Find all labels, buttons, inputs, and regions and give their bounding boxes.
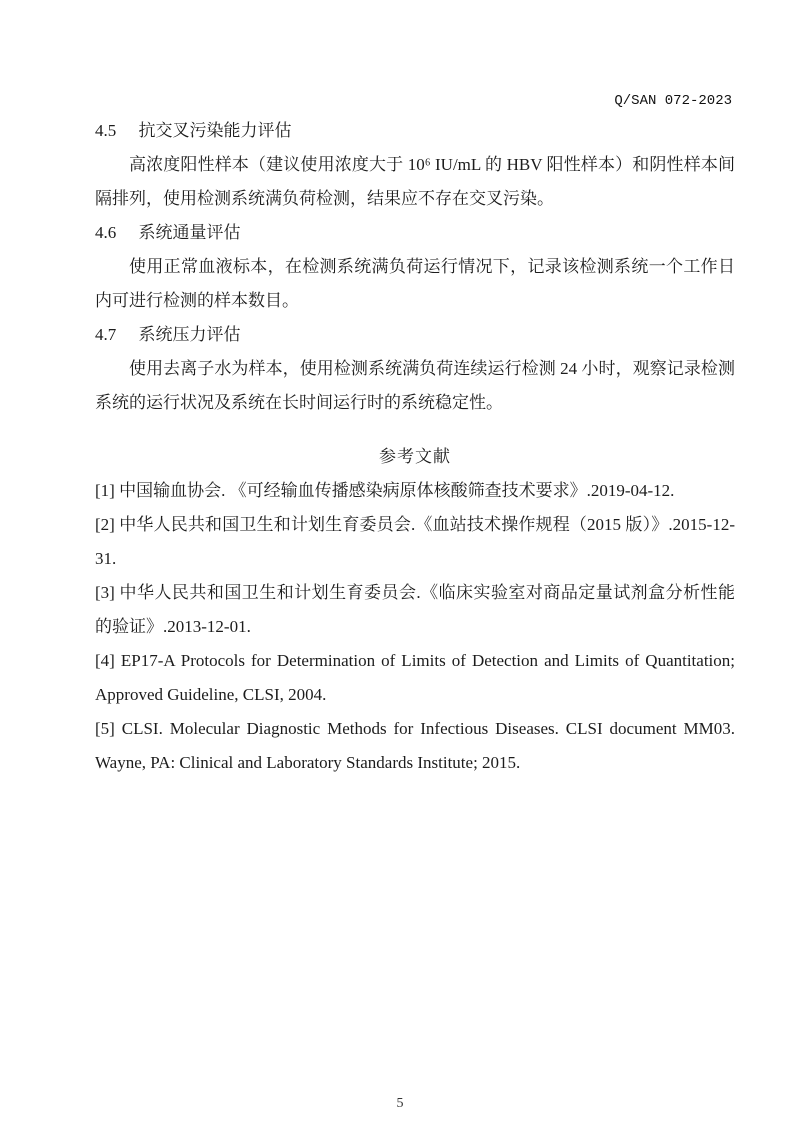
section-title: 抗交叉污染能力评估	[138, 121, 292, 140]
section-title: 系统通量评估	[138, 223, 241, 242]
references-heading: 参考文献	[379, 447, 451, 466]
section-number: 4.6	[95, 223, 117, 242]
section-title: 系统压力评估	[138, 325, 241, 344]
section-number: 4.5	[95, 121, 117, 140]
reference-item-3: [3] 中华人民共和国卫生和计划生育委员会.《临床实验室对商品定量试剂盒分析性能的验证》.2013-12-01.	[95, 583, 735, 636]
section-paragraph-4-7: 使用去离子水为样本，使用检测系统满负荷连续运行检测 24 小时，观察记录检测系统的运行状况及系统在长时间运行时的系统稳定性。	[95, 359, 735, 412]
section-heading-4-6	[95, 216, 735, 250]
document-body	[95, 114, 735, 780]
reference-item-2: [2] 中华人民共和国卫生和计划生育委员会.《血站技术操作规程（2015 版）》.2015-12-31.	[95, 515, 735, 568]
section-paragraph-4-5: 高浓度阳性样本（建议使用浓度大于 10⁶ IU/mL 的 HBV 阳性样本）和阴性样本间隔排列，使用检测系统满负荷检测，结果应不存在交叉污染。	[95, 155, 735, 208]
reference-item-1: [1] 中国输血协会. 《可经输血传播感染病原体核酸筛查技术要求》.2019-04-12.	[95, 481, 675, 500]
section-heading-4-7	[95, 318, 735, 352]
document-code-header: Q/SAN 072-2023	[614, 93, 732, 109]
section-heading-4-5	[95, 114, 735, 148]
page-number: 5	[396, 1096, 404, 1111]
reference-item-4: [4] EP17-A Protocols for Determination of Limits of Detection and Limits of Quantitation; Approved Guideline, CLSI, 2004.	[95, 651, 735, 704]
section-paragraph-4-6: 使用正常血液标本，在检测系统满负荷运行情况下，记录该检测系统一个工作日内可进行检测的样本数目。	[95, 257, 735, 310]
section-number: 4.7	[95, 325, 117, 344]
reference-item-5: [5] CLSI. Molecular Diagnostic Methods for Infectious Diseases. CLSI document MM03. Wayne, PA: Clinical and Laboratory Standards Institute; 2015.	[95, 719, 735, 772]
